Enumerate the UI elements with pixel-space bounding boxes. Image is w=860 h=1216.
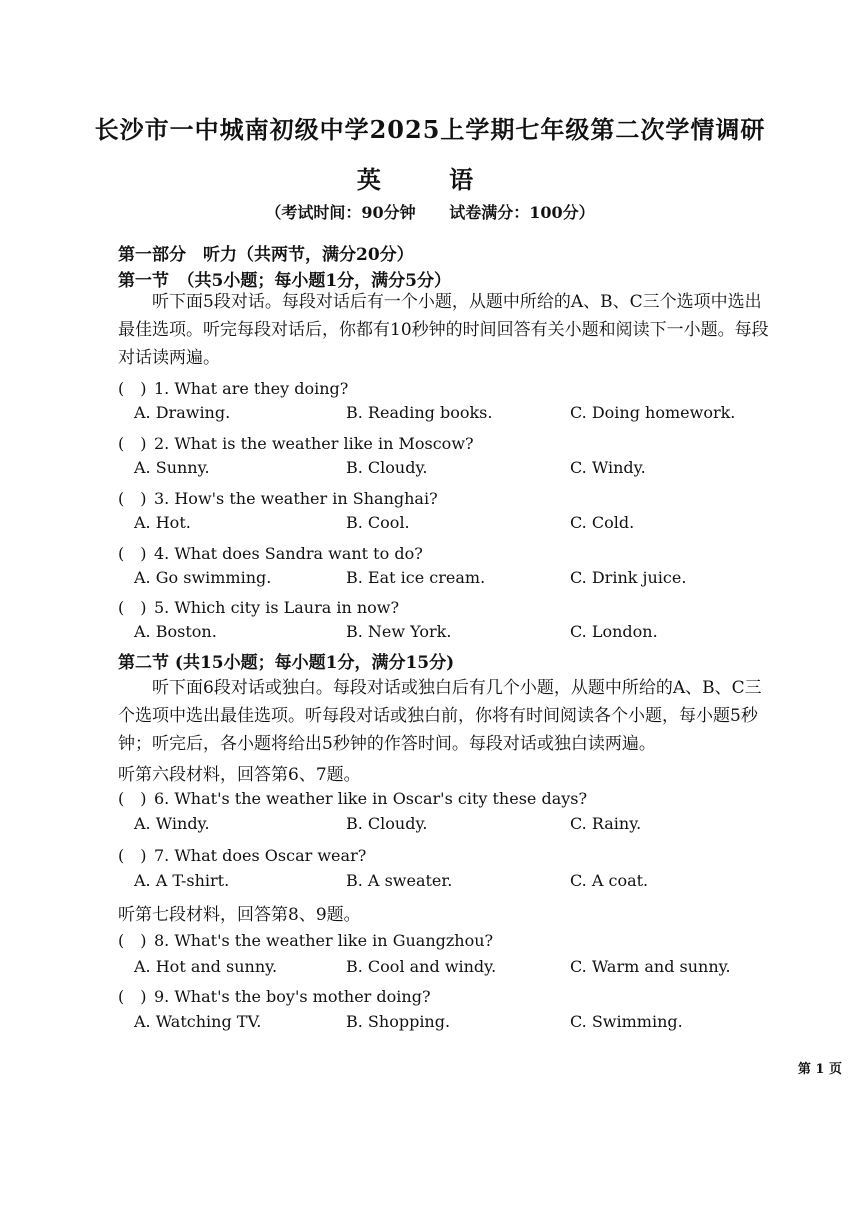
question-9 (118, 984, 431, 1007)
question-5-options (134, 622, 774, 646)
answer-blank[interactable]: ( ) (118, 434, 147, 453)
question-4 (118, 541, 423, 564)
section1-instructions: 听下面5段对话。每段对话后有一个小题，从题中所给的A、B、C三个选项中选出最佳选项。听完每段对话后，你都有10秒钟的时间回答有关小题和阅读下一小题。每段对话读两遍。 (118, 292, 769, 368)
section2-heading: 第二节 (共15小题；每小题1分，满分15分) (118, 653, 455, 673)
exam-title: 长沙市一中城南初级中学2025上学期七年级第二次学情调研 (94, 115, 766, 144)
question-stem: 3. How's the weather in Shanghai? (154, 489, 438, 508)
option-c: C. Windy. (570, 458, 646, 477)
answer-blank[interactable]: ( ) (118, 846, 147, 865)
question-4-options (134, 568, 774, 592)
question-stem: 5. Which city is Laura in now? (154, 598, 400, 617)
question-6-options (134, 814, 774, 838)
answer-blank[interactable]: ( ) (118, 789, 147, 808)
option-a: A. Hot and sunny. (134, 957, 278, 976)
answer-blank[interactable]: ( ) (118, 987, 147, 1006)
page-number: 第 1 页 (797, 1062, 842, 1077)
exam-info (0, 200, 860, 223)
question-2-options (134, 458, 774, 482)
option-a: A. Hot. (134, 513, 191, 532)
answer-blank[interactable]: ( ) (118, 598, 147, 617)
question-1-options (134, 403, 774, 427)
option-b: B. A sweater. (346, 871, 453, 890)
question-stem: 8. What's the weather like in Guangzhou? (154, 931, 494, 950)
question-8 (118, 928, 493, 951)
option-b: B. Cloudy. (346, 814, 428, 833)
option-b: B. Reading books. (346, 403, 493, 422)
option-b: B. Cloudy. (346, 458, 428, 477)
question-3-options (134, 513, 774, 537)
option-c: C. Rainy. (570, 814, 642, 833)
question-5 (118, 595, 399, 618)
question-stem: 7. What does Oscar wear? (154, 846, 367, 865)
option-b: B. Shopping. (346, 1012, 451, 1031)
exam-time: （考试时间：90分钟 (265, 203, 416, 222)
question-6 (118, 786, 587, 809)
answer-blank[interactable]: ( ) (118, 379, 147, 398)
question-7-options (134, 871, 774, 895)
option-a: A. Sunny. (134, 458, 210, 477)
question-3 (118, 486, 438, 509)
option-b: B. Cool and windy. (346, 957, 497, 976)
option-c: C. Swimming. (570, 1012, 683, 1031)
option-c: C. Drink juice. (570, 568, 687, 587)
option-c: C. Doing homework. (570, 403, 736, 422)
option-c: C. London. (570, 622, 658, 641)
question-stem: 1. What are they doing? (154, 379, 349, 398)
option-c: C. Cold. (570, 513, 635, 532)
question-8-options (134, 957, 774, 981)
option-a: A. A T-shirt. (134, 871, 230, 890)
option-a: A. Boston. (134, 622, 217, 641)
question-stem: 9. What's the boy's mother doing? (154, 987, 431, 1006)
question-1 (118, 376, 348, 399)
option-a: A. Windy. (134, 814, 210, 833)
option-a: A. Drawing. (134, 403, 231, 422)
question-2 (118, 431, 474, 454)
material-7-note: 听第七段材料，回答第8、9题。 (118, 905, 361, 925)
subject-title: 英 语 (356, 165, 504, 194)
full-score: 试卷满分：100分） (449, 203, 595, 222)
question-9-options (134, 1012, 774, 1036)
question-stem: 2. What is the weather like in Moscow? (154, 434, 474, 453)
option-b: B. Cool. (346, 513, 410, 532)
part1-heading: 第一部分 听力（共两节，满分20分） (118, 245, 414, 265)
answer-blank[interactable]: ( ) (118, 489, 147, 508)
question-stem: 4. What does Sandra want to do? (154, 544, 423, 563)
section1-heading: 第一节 （共5小题；每小题1分，满分5分） (118, 271, 451, 291)
option-c: C. Warm and sunny. (570, 957, 731, 976)
question-stem: 6. What's the weather like in Oscar's city these days? (154, 789, 588, 808)
option-b: B. New York. (346, 622, 452, 641)
option-b: B. Eat ice cream. (346, 568, 486, 587)
section2-instructions: 听下面6段对话或独白。每段对话或独白后有几个小题，从题中所给的A、B、C三个选项中选出最佳选项。听每段对话或独白前，你将有时间阅读各个小题，每小题5秒钟；听完后，各小题将给出5秒钟的作答时间。每段对话或独白读两遍。 (118, 678, 762, 754)
material-6-note: 听第六段材料，回答第6、7题。 (118, 765, 361, 785)
question-7 (118, 843, 366, 866)
option-a: A. Watching TV. (134, 1012, 262, 1031)
option-c: C. A coat. (570, 871, 649, 890)
answer-blank[interactable]: ( ) (118, 544, 147, 563)
option-a: A. Go swimming. (134, 568, 272, 587)
answer-blank[interactable]: ( ) (118, 931, 147, 950)
